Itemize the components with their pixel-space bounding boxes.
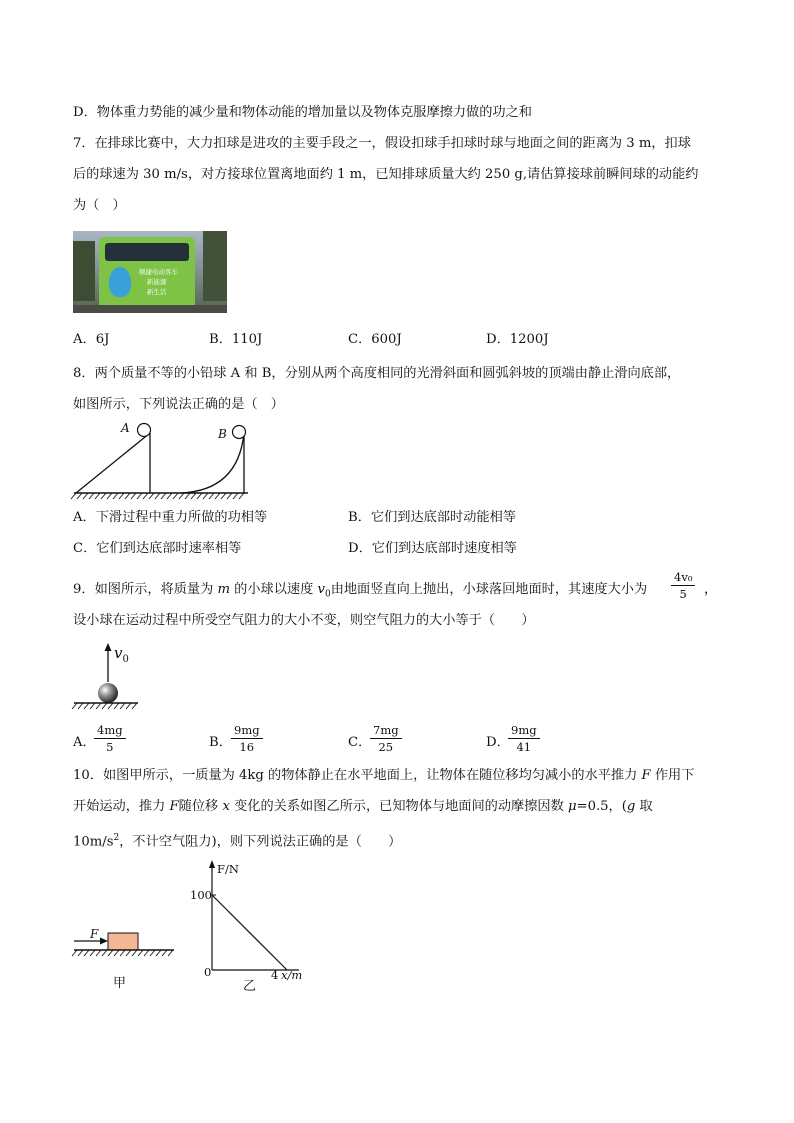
q8-option-a[interactable]: A．下滑过程中重力所做的功相等 — [73, 510, 268, 525]
q8-ball-a — [138, 424, 151, 437]
q9-fig-sub: 0 — [122, 654, 129, 665]
q10-yi-caption: 乙 — [243, 979, 257, 994]
q7-option-b[interactable]: B．110J — [209, 332, 263, 347]
q8-figure — [70, 415, 260, 505]
q10-fx-chart — [195, 858, 315, 978]
q10-text-3: 开始运动，推力 — [73, 799, 170, 814]
q10-jia-ground-hatch — [72, 950, 173, 956]
q9-stem-line1 — [73, 580, 647, 605]
q10-text-7: 取 — [635, 799, 653, 814]
q10-var-g: g — [626, 799, 636, 814]
q9-option-d-den: 41 — [516, 740, 532, 754]
q8-ball-b — [233, 426, 246, 439]
q7-option-c[interactable]: C．600J — [348, 332, 402, 347]
q10-stem-line3 — [73, 828, 401, 852]
q9-speed-den: 5 — [679, 587, 687, 601]
q9-speed-num: 4v₀ — [671, 570, 695, 586]
q7-option-a[interactable]: A．6J — [73, 332, 110, 347]
q9-stem-line2: 设小球在运动过程中所受空气阻力的大小不变，则空气阻力的大小等于（ ） — [73, 613, 535, 628]
q8-label-a: A — [121, 421, 130, 435]
bus-sign-panel — [139, 267, 189, 301]
q9-option-a-num: 4mg — [94, 723, 126, 739]
q7-stem-line1: 7．在排球比赛中，大力扣球是进攻的主要手段之一，假设扣球手扣球时球与地面之间的距离为 3 m，扣球 — [73, 136, 691, 151]
q10-origin-label: 0 — [204, 965, 212, 979]
q8-label-b: B — [218, 427, 227, 441]
q7-option-d[interactable]: D．1200J — [486, 332, 549, 347]
q9-text-3: 由地面竖直向上抛出，小球落回地面时，其速度大小为 — [330, 582, 648, 597]
photo-tree-left — [73, 241, 95, 301]
q10-text-5: 变化的关系如图乙所示，已知物体与地面间的动摩擦因数 — [229, 799, 568, 814]
q8-stem-line1: 8．两个质量不等的小铅球 A 和 B，分别从两个高度相同的光滑斜面和圆弧斜坡的顶端由静止滑向底部， — [73, 366, 681, 381]
bus-sign-line1: 顺捷电动客车 — [139, 268, 178, 276]
q10-x-axis-label: x/m — [281, 968, 303, 982]
q9-fig-v: v — [114, 644, 123, 662]
bus-rear-window — [105, 243, 189, 261]
q10-var-mu: μ — [567, 799, 577, 814]
q10-var-f2: F — [169, 799, 179, 814]
q8-option-b[interactable]: B．它们到达底部时动能相等 — [348, 510, 516, 525]
q9-velocity-arrowhead — [105, 643, 112, 651]
q9-text-1: 9．如图所示，将质量为 — [73, 582, 218, 597]
q10-text-9: ，不计空气阻力)，则下列说法正确的是（ ） — [119, 834, 402, 850]
q10-fx-series-line — [212, 895, 287, 970]
q9-var-v: v — [317, 582, 325, 597]
q6-option-d: D．物体重力势能的减少量和物体动能的增加量以及物体克服摩擦力做的功之和 — [73, 105, 532, 120]
q9-option-b-den: 16 — [239, 740, 255, 754]
q10-y-tick-100: 100 — [190, 888, 212, 902]
q9-option-c-fraction[interactable] — [370, 723, 402, 754]
q9-ball — [98, 683, 118, 703]
q9-option-b-num: 9mg — [231, 723, 263, 739]
q9-option-c-num: 7mg — [370, 723, 402, 739]
q9-speed-fraction — [671, 570, 695, 601]
q9-option-a-letter[interactable]: A． — [73, 735, 96, 750]
q8-option-c[interactable]: C．它们到达底部时速率相等 — [73, 541, 242, 556]
q9-option-d-num: 9mg — [508, 723, 540, 739]
q9-option-b-letter[interactable]: B． — [209, 735, 232, 750]
q10-text-6: =0.5，( — [576, 799, 627, 814]
q10-text-8: 10m/s — [73, 834, 114, 850]
q10-y-axis-arrowhead — [209, 860, 215, 868]
q7-stem-line3: 为（ ） — [73, 198, 126, 213]
bus-body — [99, 237, 195, 309]
q10-y-axis-label: F/N — [217, 862, 239, 876]
q9-sub-0: 0 — [324, 589, 331, 600]
q9-fig-v0-label — [114, 645, 129, 668]
q9-figure — [70, 642, 150, 714]
photo-ground — [73, 305, 227, 313]
q8-arc-slope — [180, 433, 244, 493]
q10-jia-caption: 甲 — [113, 976, 127, 991]
q10-stem-line1 — [73, 766, 694, 786]
q10-force-arrowhead — [100, 938, 108, 945]
q9-option-a-den: 5 — [106, 740, 114, 754]
q10-block — [108, 933, 138, 950]
bus-sign-line3: 新生活 — [147, 288, 167, 296]
q9-option-a-fraction[interactable] — [94, 723, 126, 754]
q8-stem-line2: 如图所示，下列说法正确的是（ ） — [73, 397, 284, 412]
q9-ground-hatch — [72, 703, 137, 709]
q9-option-d-letter[interactable]: D． — [486, 735, 510, 750]
q10-jia-force-label: F — [90, 927, 99, 941]
q10-text-2: 作用下 — [650, 768, 695, 783]
q9-var-m: m — [217, 582, 230, 597]
q10-text-4: 随位移 — [178, 799, 223, 814]
q10-sup-2: 2 — [113, 833, 120, 843]
q10-x-tick-4: 4 — [271, 968, 279, 982]
q10-text-1: 10．如图甲所示，一质量为 4kg 的物体静止在水平地面上，让物体在随位移均匀减小的水平推力 — [73, 768, 642, 783]
q8-option-d[interactable]: D．它们到达底部时速度相等 — [348, 541, 517, 556]
q9-text-2: 的小球以速度 — [229, 582, 318, 597]
q10-var-f: F — [641, 768, 651, 783]
q8-ground-hatch — [71, 493, 244, 499]
bus-sign-line2: 新能源 — [147, 278, 167, 286]
photo-tree-right — [203, 231, 227, 301]
q7-stem-line2: 后的球速为 30 m/s，对方接球位置离地面约 1 m，已知排球质量大约 250 g,请估算接球前瞬间球的动能约 — [73, 167, 699, 182]
q9-stem-line1-end: ， — [704, 582, 718, 597]
q9-option-b-fraction[interactable] — [231, 723, 263, 754]
q10-stem-line2 — [73, 797, 653, 817]
q8-incline-surface — [76, 433, 150, 493]
bus-mascot — [109, 267, 131, 297]
q10-figure-jia — [70, 925, 180, 961]
q9-option-d-fraction[interactable] — [508, 723, 540, 754]
q9-option-c-den: 25 — [378, 740, 394, 754]
q9-option-c-letter[interactable]: C． — [348, 735, 372, 750]
q7-bus-photo — [73, 231, 227, 313]
q10-var-x: x — [222, 799, 230, 814]
